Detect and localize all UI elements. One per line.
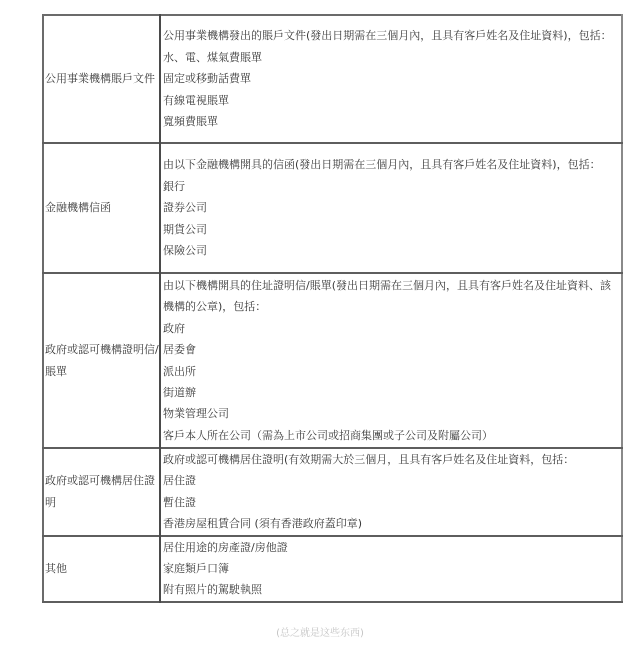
detail-line: 政府或認可機構居住證明(有效期需大於三個月，且具有客戶姓名及住址資料，包括： xyxy=(163,453,575,466)
detail-cell xyxy=(160,448,622,536)
detail-line: 家庭類戶口簿 xyxy=(163,562,229,576)
detail-line: 居委會 xyxy=(163,343,196,357)
detail-line: 寬頻費賬單 xyxy=(163,115,218,129)
detail-line: 香港房屋租賃合同 (須有香港政府蓋印章) xyxy=(163,517,363,531)
detail-line: 居住用途的房產證/房他證 xyxy=(163,540,288,554)
detail-line: 固定或移動話費單 xyxy=(163,72,251,86)
detail-line: 證券公司 xyxy=(163,201,207,215)
detail-line: 銀行 xyxy=(163,179,185,193)
category-cell: 其他 xyxy=(43,536,160,602)
detail-cell xyxy=(160,536,622,602)
address-proof-table xyxy=(42,14,623,603)
detail-line: 由以下金融機構開具的信函(發出日期需在三個月內，且具有客戶姓名及住址資料)，包括： xyxy=(163,158,601,172)
table-row-financial xyxy=(43,143,622,273)
table-row-utility xyxy=(43,15,622,143)
detail-cell xyxy=(160,143,622,273)
detail-line: 水、電、煤氣費賬單 xyxy=(163,50,262,64)
detail-line: 有線電視賬單 xyxy=(163,93,229,107)
detail-line: 暫住證 xyxy=(163,495,196,509)
table-row-other xyxy=(43,536,622,602)
detail-cell xyxy=(160,15,622,143)
category-cell: 金融機構信函 xyxy=(43,143,160,273)
category-cell: 政府或認可機構居住證明 xyxy=(43,448,160,536)
detail-line: 物業管理公司 xyxy=(163,407,229,421)
caption: (总之就是这些东西) xyxy=(276,628,364,639)
detail-line: 由以下機構開具的住址證明信/賬單(發出日期需在三個月內，且具有客戶姓名及住址資料、該機構的公章)，包括： xyxy=(163,278,611,314)
category-cell: 公用事業機構賬戶文件 xyxy=(43,15,160,143)
detail-line: 客戶本人所在公司（需為上市公司或招商集團或子公司及附屬公司） xyxy=(163,428,493,442)
category-cell: 政府或認可機構證明信/賬單 xyxy=(43,273,160,448)
detail-line: 派出所 xyxy=(163,364,196,378)
detail-line: 期貨公司 xyxy=(163,222,207,236)
detail-line: 附有照片的駕駛執照 xyxy=(163,583,262,597)
detail-line: 保險公司 xyxy=(163,244,207,258)
table-row-residence-proof xyxy=(43,448,622,536)
detail-cell xyxy=(160,273,622,448)
detail-line: 街道辦 xyxy=(163,385,196,399)
detail-line: 政府 xyxy=(163,321,185,335)
table-row-government-letter xyxy=(43,273,622,448)
detail-line: 居住證 xyxy=(163,474,196,488)
detail-line: 公用事業機構發出的賬戶文件(發出日期需在三個月內，且具有客戶姓名及住址資料)，包括： xyxy=(163,29,612,43)
